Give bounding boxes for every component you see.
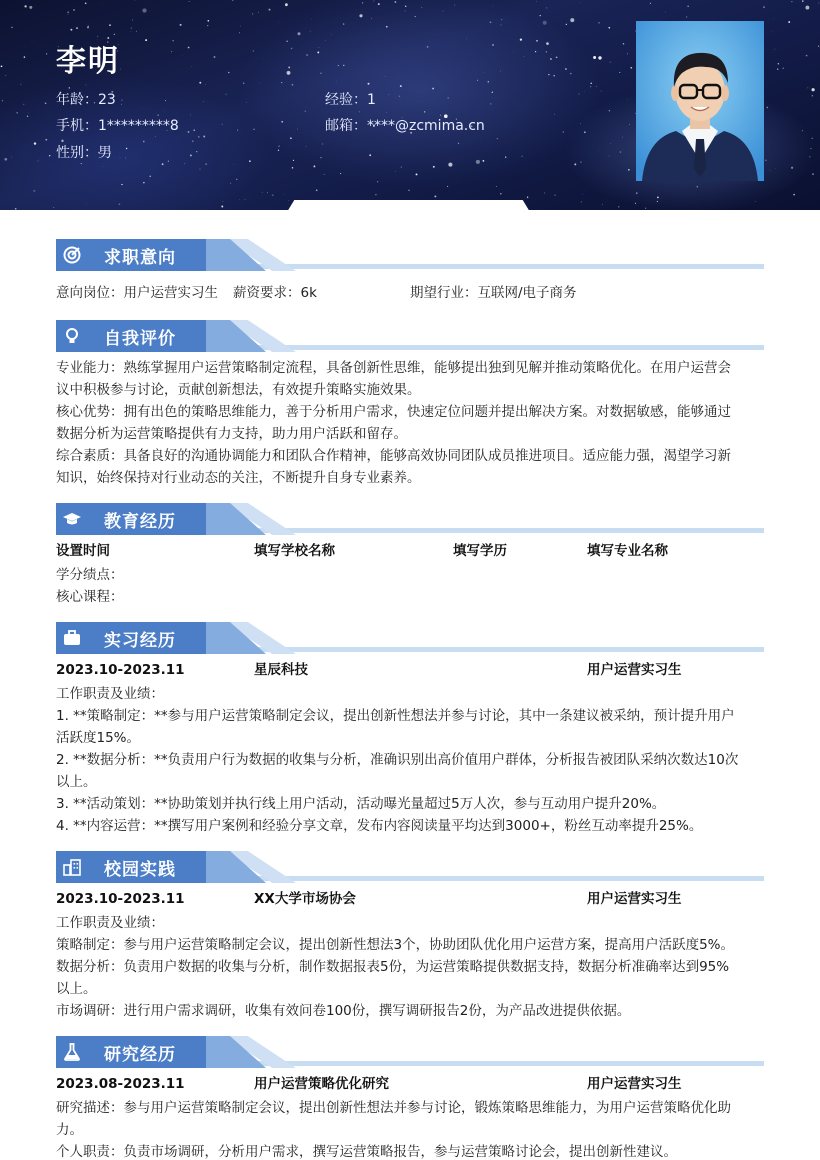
flask-icon <box>62 1042 82 1062</box>
candidate-name: 李明 <box>56 44 120 79</box>
education-degree: 填写学历 <box>453 543 507 559</box>
research-line: 力。 <box>56 1122 83 1138</box>
briefcase-icon <box>62 628 82 648</box>
research-role: 用户运营实习生 <box>587 1076 682 1092</box>
experience-info: 经验：1 <box>325 92 376 108</box>
internship-line: 活跃度15%。 <box>56 730 141 746</box>
self-eval-line: 数据分析为运营策略提供有力支持，助力用户活跃和留存。 <box>56 426 407 442</box>
section-header-education <box>56 503 764 535</box>
target-icon <box>62 245 82 265</box>
self-eval-line: 知识，始终保持对行业动态的关注，不断提升自身专业素养。 <box>56 470 421 486</box>
expected-industry: 期望行业：互联网/电子商务 <box>410 285 577 301</box>
section-title: 教育经历 <box>104 512 176 532</box>
self-eval-line: 综合素质：具备良好的沟通协调能力和团队合作精神，能够高效协同团队成员推进项目。适应能力强，渴望学习新 <box>56 448 731 464</box>
section-header-campus <box>56 851 764 883</box>
lightbulb-icon <box>62 326 82 346</box>
age-info: 年龄：23 <box>56 92 116 108</box>
self-eval-line: 专业能力：熟练掌握用户运营策略制定流程，具备创新性思维，能够提出独到见解并推动策略优化。在用户运营会 <box>56 360 731 376</box>
campus-time: 2023.10-2023.11 <box>56 891 185 907</box>
section-header-self-eval <box>56 320 764 352</box>
education-school: 填写学校名称 <box>254 543 335 559</box>
intended-position: 意向岗位：用户运营实习生 <box>56 285 218 301</box>
internship-line: 2. **数据分析：**负责用户行为数据的收集与分析，准确识别出高价值用户群体，分析报告被团队采纳次数达10次 <box>56 752 739 768</box>
internship-company: 星辰科技 <box>254 662 308 678</box>
self-eval-line: 核心优势：拥有出色的策略思维能力，善于分析用户需求，快速定位问题并提出解决方案。对数据敏感，能够通过 <box>56 404 731 420</box>
internship-role: 用户运营实习生 <box>587 662 682 678</box>
campus-line: 数据分析：负责用户数据的收集与分析，制作数据报表5份，为运营策略提供数据支持，数据分析准确率达到95% <box>56 959 730 975</box>
internship-line: 1. **策略制定：**参与用户运营策略制定会议，提出创新性想法并参与讨论，其中一条建议被采纳，预计提升用户 <box>56 708 735 724</box>
internship-line: 工作职责及业绩： <box>56 686 164 702</box>
internship-line: 3. **活动策划：**协助策划并执行线上用户活动，活动曝光量超过5万人次，参与互动用户提升20%。 <box>56 796 666 812</box>
internship-line: 以上。 <box>56 774 97 790</box>
education-courses: 核心课程： <box>56 589 124 605</box>
gender-info: 性别：男 <box>56 145 112 161</box>
resume-header <box>0 0 820 210</box>
phone-info: 手机：1*********8 <box>56 118 179 134</box>
internship-time: 2023.10-2023.11 <box>56 662 185 678</box>
profile-photo <box>636 21 764 181</box>
graduation-cap-icon <box>62 509 82 529</box>
section-header-internship <box>56 622 764 654</box>
research-line: 个人职责：负责市场调研，分析用户需求，撰写运营策略报告，参与运营策略讨论会，提出创新性建议。 <box>56 1144 677 1160</box>
campus-line: 策略制定：参与用户运营策略制定会议，提出创新性想法3个，协助团队优化用户运营方案，提高用户活跃度5%。 <box>56 937 735 953</box>
buildings-icon <box>62 857 82 877</box>
research-time: 2023.08-2023.11 <box>56 1076 185 1092</box>
campus-org: XX大学市场协会 <box>254 891 356 907</box>
research-project: 用户运营策略优化研究 <box>254 1076 389 1092</box>
campus-line: 以上。 <box>56 981 97 997</box>
salary-requirement: 薪资要求：6k <box>233 285 317 301</box>
campus-role: 用户运营实习生 <box>587 891 682 907</box>
section-title: 研究经历 <box>104 1045 176 1065</box>
campus-line: 市场调研：进行用户需求调研，收集有效问卷100份，撰写调研报告2份，为产品改进提供依据。 <box>56 1003 631 1019</box>
section-title: 实习经历 <box>104 631 176 651</box>
research-line: 研究描述：参与用户运营策略制定会议，提出创新性想法并参与讨论，锻炼策略思维能力，为用户运营策略优化助 <box>56 1100 731 1116</box>
internship-line: 4. **内容运营：**撰写用户案例和经验分享文章，发布内容阅读量平均达到3000+，粉丝互动率提升25%。 <box>56 818 703 834</box>
section-header-research <box>56 1036 764 1068</box>
campus-line: 工作职责及业绩： <box>56 915 164 931</box>
section-title: 校园实践 <box>104 860 176 880</box>
section-title: 求职意向 <box>104 248 176 268</box>
section-title: 自我评价 <box>104 329 176 349</box>
education-time: 设置时间 <box>56 543 110 559</box>
header-notch <box>287 200 530 210</box>
section-header-intention <box>56 239 764 271</box>
email-info: 邮箱：****@zcmima.cn <box>325 118 485 134</box>
self-eval-line: 议中积极参与讨论，贡献创新想法，有效提升策略实施效果。 <box>56 382 421 398</box>
education-major: 填写专业名称 <box>587 543 668 559</box>
education-gpa: 学分绩点： <box>56 567 124 583</box>
